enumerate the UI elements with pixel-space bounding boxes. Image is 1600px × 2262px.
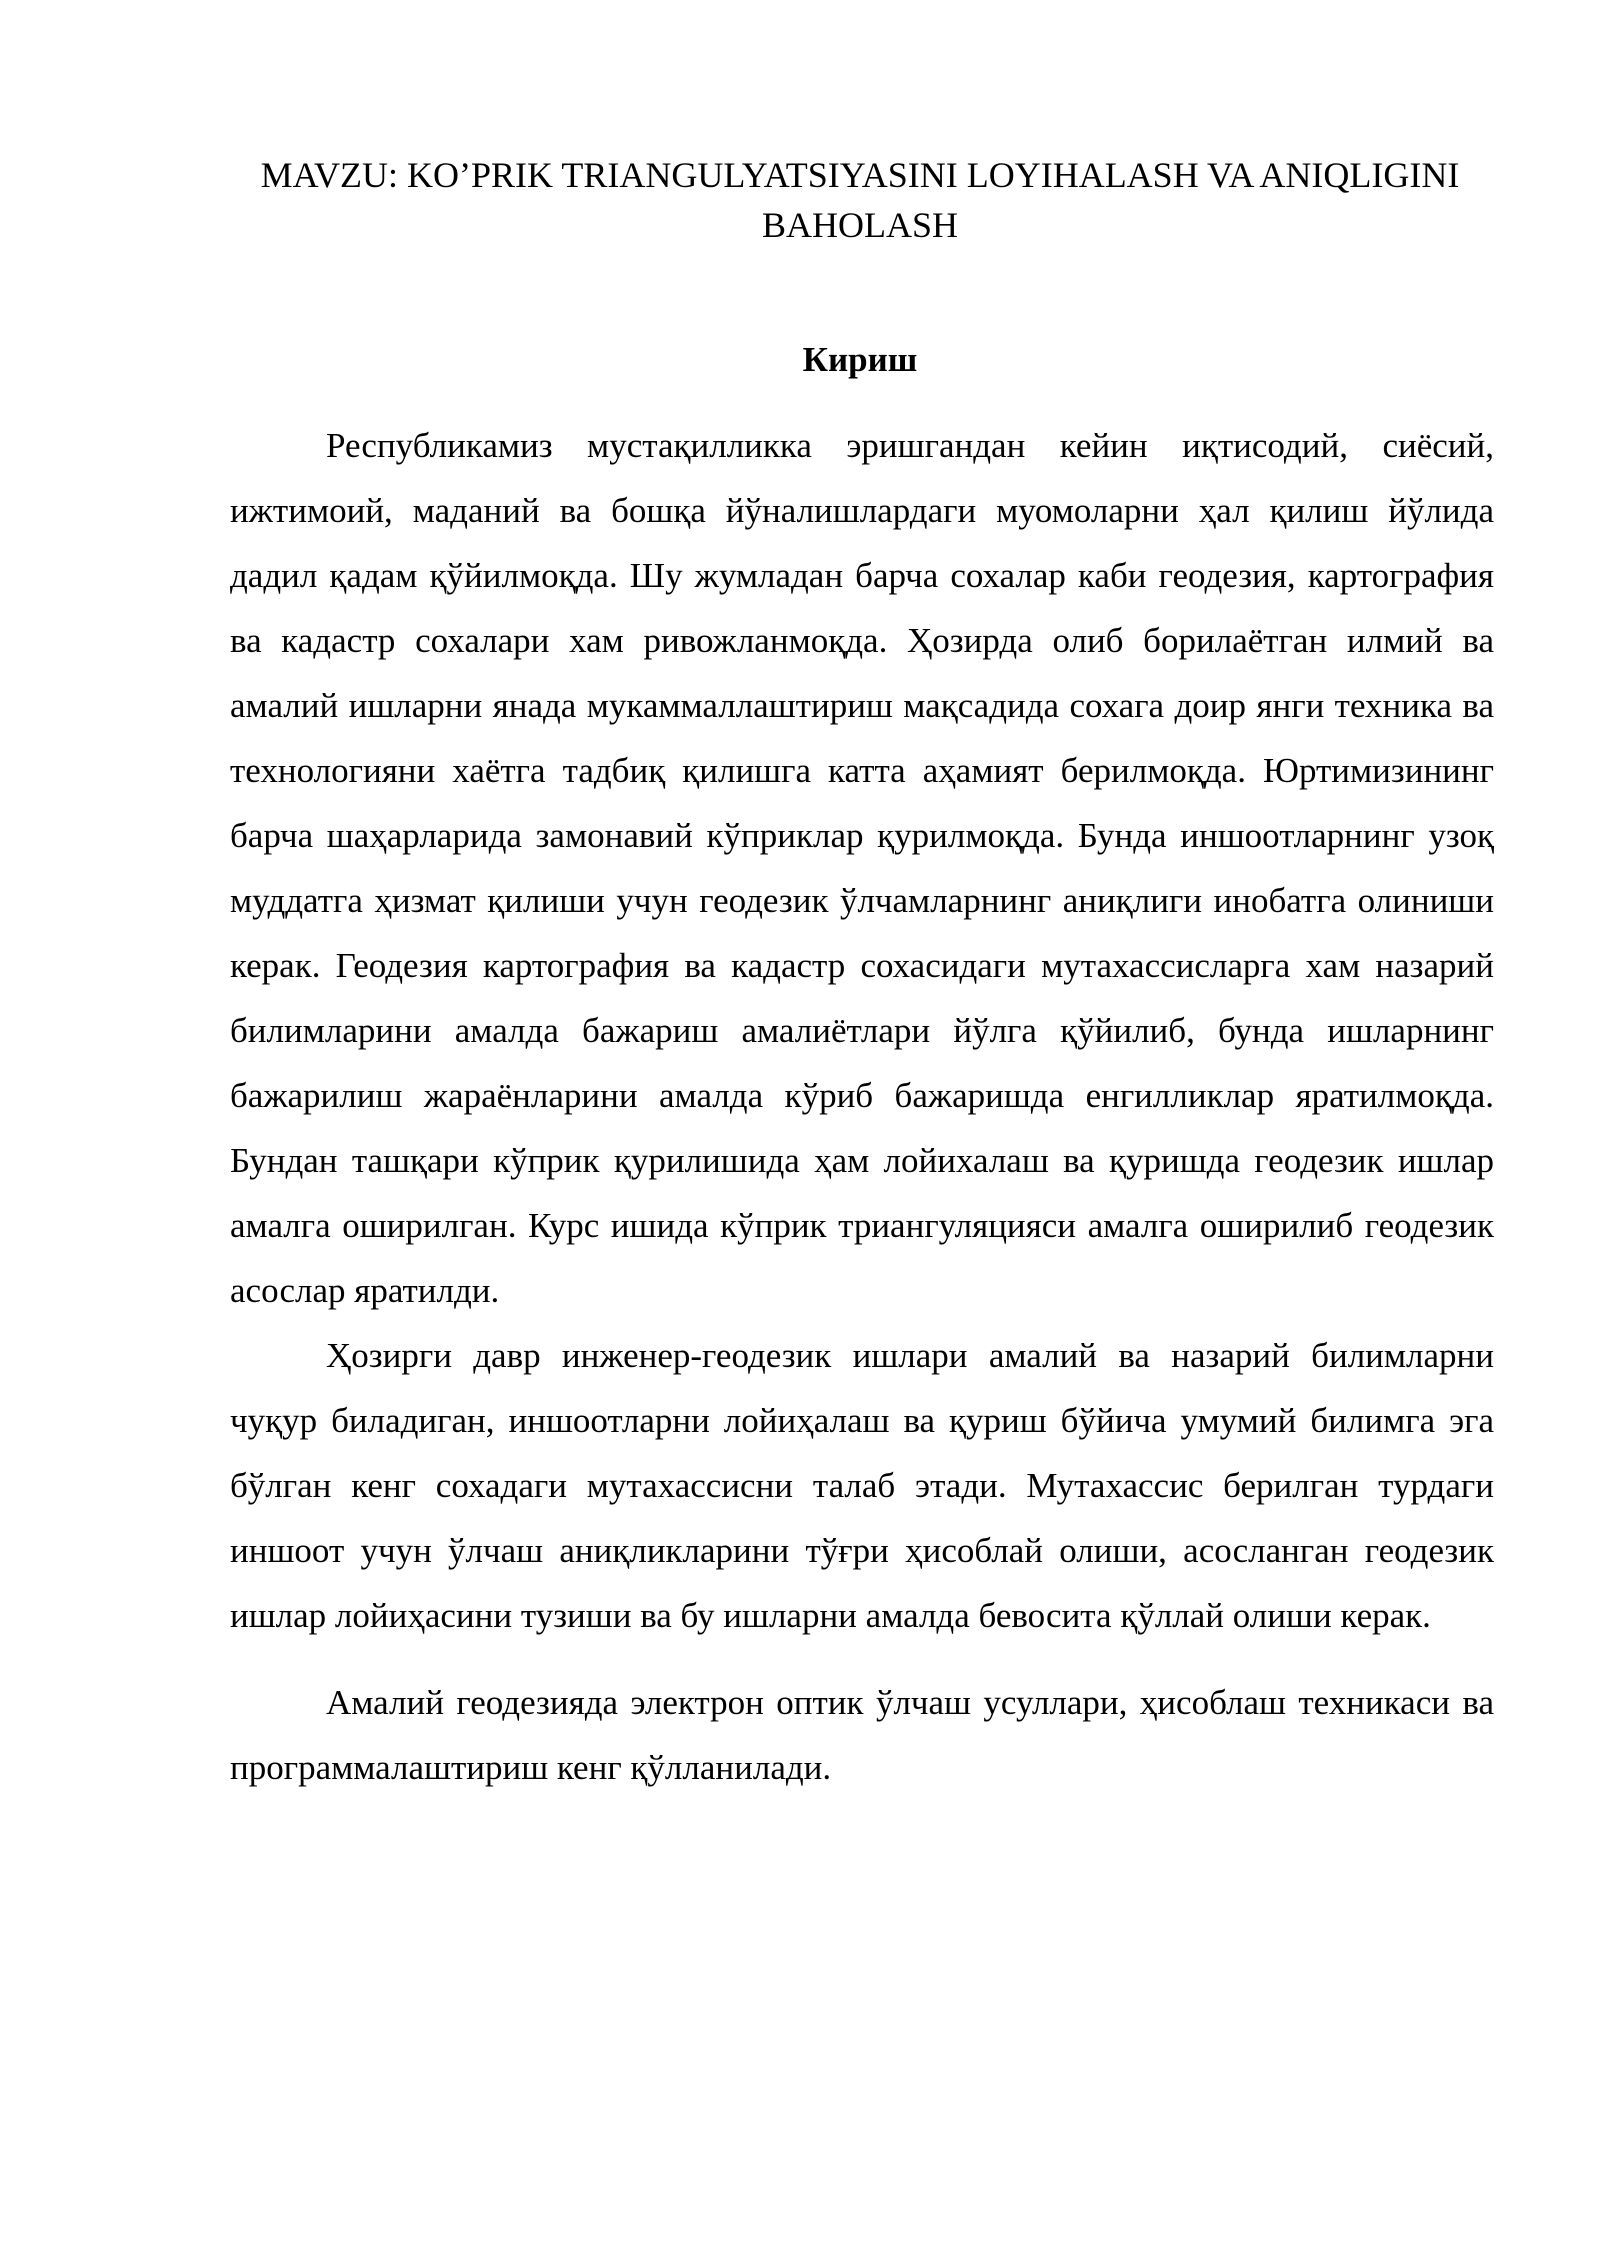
- document-body: [230, 413, 1494, 1800]
- section-heading: Кириш: [802, 340, 918, 379]
- paragraph-1: Республикамиз мустақилликка эришгандан кейин иқтисодий, сиёсий, ижтимоий, маданий ва бошқа йўналишлардаги муомоларни ҳал қилиш йўлида дадил қадам қўйилмоқда. Шу жумладан барча сохалар каби геодезия, картография ва кадастр сохалари хам ривожланмоқда. Ҳозирда олиб борилаётган илмий ва амалий ишларни янада мукаммаллаштириш мақсадида сохага доир янги техника ва технологияни хаётга тадбиқ қилишга катта аҳамият берилмоқда. Юртимизининг барча шаҳарларида замонавий кўприклар қурилмоқда. Бунда иншоотларнинг узоқ муддатга ҳизмат қилиши учун геодезик ўлчамларнинг аниқлиги инобатга олиниши керак. Геодезия картография ва кадастр сохасидаги мутахассисларга хам назарий билимларини амалда бажариш амалиётлари йўлга қўйилиб, бунда ишларнинг бажарилиш жараёнларини амалда кўриб бажаришда енгилликлар яратилмоқда. Бундан ташқари кўприк қурилишида ҳам лойихалаш ва қуришда геодезик ишлар амалга оширилган. Курс ишида кўприк триангуляцияси амалга оширилиб геодезик асослар яратилди.: [230, 426, 1494, 1310]
- paragraph-2: Ҳозирги давр инженер-геодезик ишлари амалий ва назарий билимларни чуқур биладиган, иншоотларни лойиҳалаш ва қуриш бўйича умумий билимга эга бўлган кенг сохадаги мутахассисни талаб этади. Мутахассис берилган турдаги иншоот учун ўлчаш аниқликларини тўғри ҳисоблай олиши, асосланган геодезик ишлар лойиҳасини тузиши ва бу ишларни амалда бевосита қўллай олиши керак.: [230, 1336, 1494, 1635]
- paragraph-3: Амалий геодезияда электрон оптик ўлчаш усуллари, ҳисоблаш техникаси ва программалаштириш кенг қўлланилади.: [230, 1683, 1494, 1787]
- document-title: MAVZU: KO’PRIK TRIANGULYATSIYASINI LOYIHALASH VA ANIQLIGINI BAHOLASH: [260, 155, 1460, 245]
